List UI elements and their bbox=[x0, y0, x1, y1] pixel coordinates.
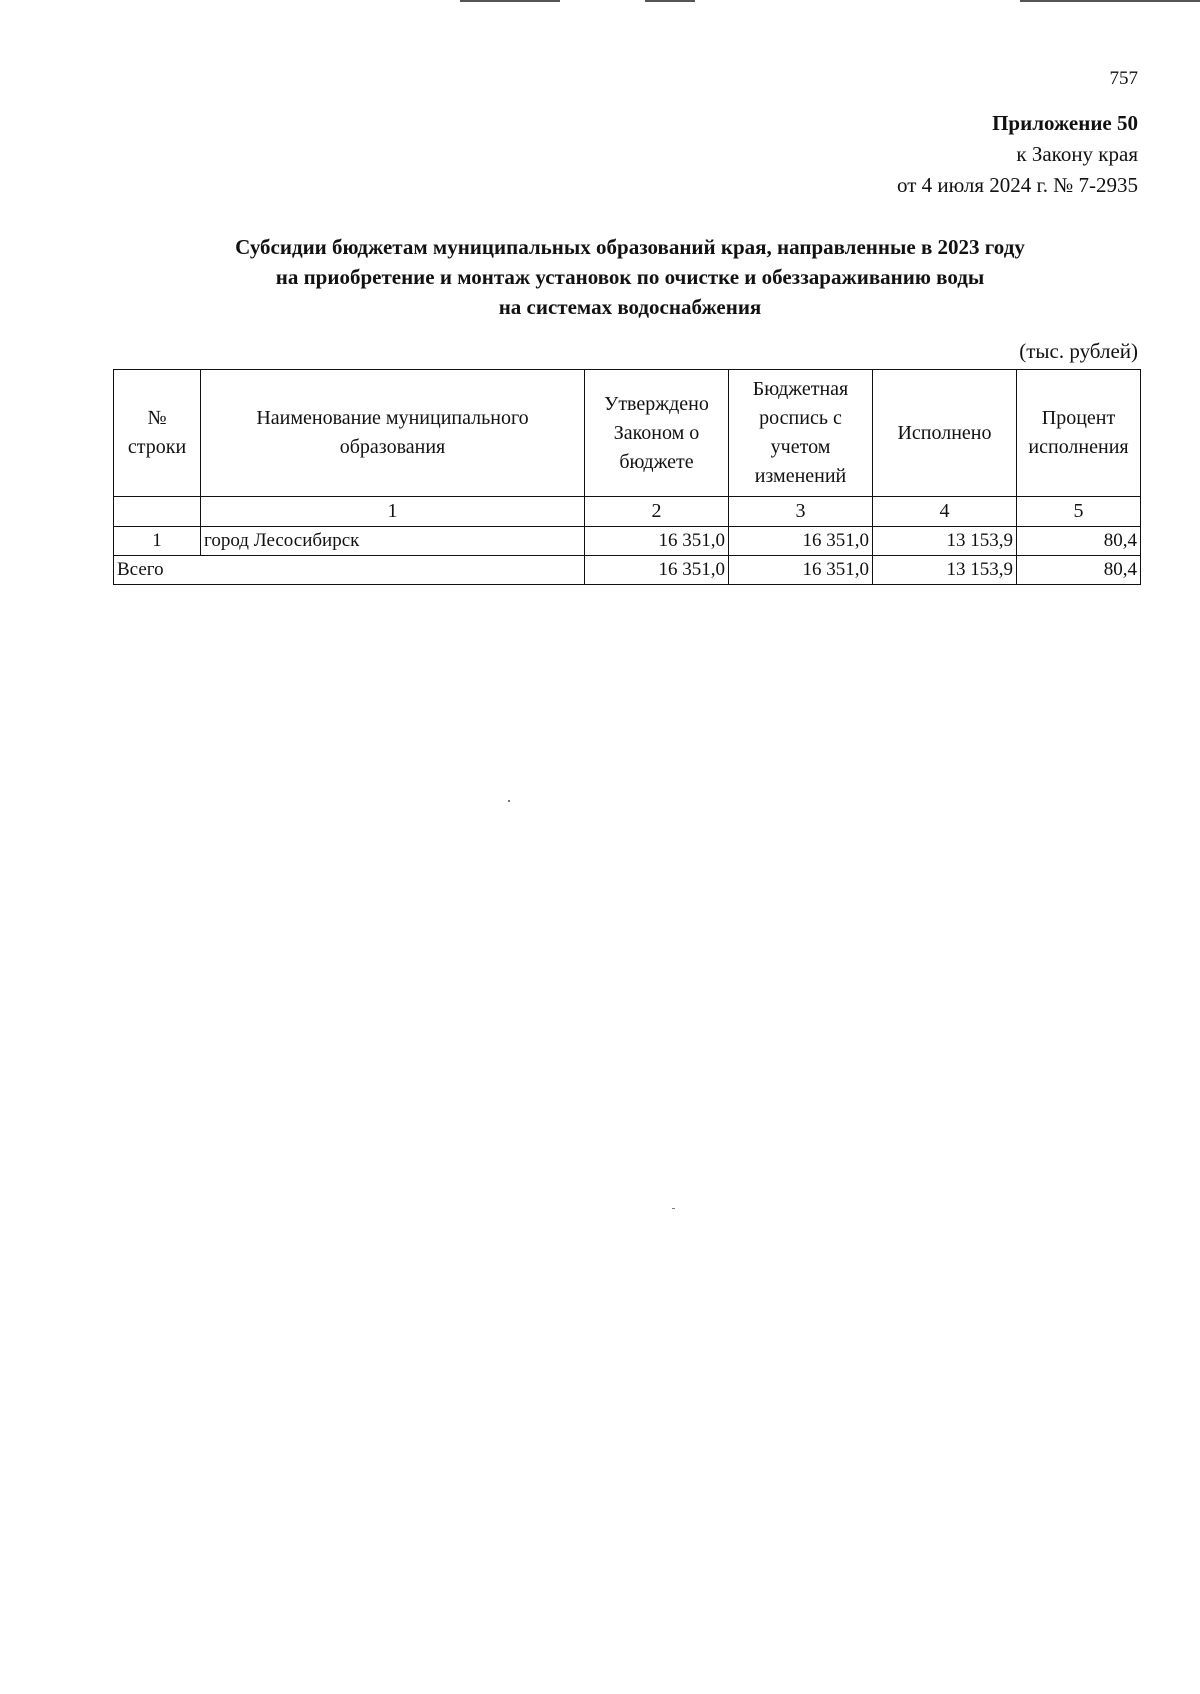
approved-value: 16 351,0 bbox=[585, 527, 729, 556]
header-executed: Исполнено bbox=[873, 370, 1017, 497]
header-municipality-name: Наименование муниципального образования bbox=[201, 370, 585, 497]
total-row bbox=[114, 556, 1141, 585]
column-number-empty bbox=[114, 497, 201, 527]
appendix-law-reference: к Закону края bbox=[1016, 142, 1138, 166]
execution-percent-value: 80,4 bbox=[1017, 527, 1141, 556]
total-execution-percent: 80,4 bbox=[1017, 556, 1141, 585]
column-number: 4 bbox=[873, 497, 1017, 527]
total-approved: 16 351,0 bbox=[585, 556, 729, 585]
column-numbering-row bbox=[114, 497, 1141, 527]
budget-schedule-value: 16 351,0 bbox=[729, 527, 873, 556]
header-budget-schedule: Бюджетная роспись с учетом изменений bbox=[729, 370, 873, 497]
column-number: 5 bbox=[1017, 497, 1141, 527]
document-title-line: Субсидии бюджетам муниципальных образований края, направленные в 2023 году bbox=[235, 235, 1025, 259]
appendix-title: Приложение 50 bbox=[992, 111, 1138, 135]
table-header-row bbox=[114, 370, 1141, 497]
column-number: 3 bbox=[729, 497, 873, 527]
executed-value: 13 153,9 bbox=[873, 527, 1017, 556]
row-number: 1 bbox=[114, 527, 201, 556]
subsidies-table bbox=[113, 369, 1141, 585]
page-number: 757 bbox=[1109, 68, 1138, 89]
scan-artifact bbox=[460, 0, 560, 2]
scan-speck bbox=[508, 800, 510, 802]
column-number: 1 bbox=[201, 497, 585, 527]
header-approved: Утверждено Законом о бюджете bbox=[585, 370, 729, 497]
scan-artifact bbox=[1020, 0, 1200, 2]
table-row bbox=[114, 527, 1141, 556]
scan-artifact bbox=[645, 0, 695, 2]
municipality-name: город Лесосибирск bbox=[201, 527, 585, 556]
total-executed: 13 153,9 bbox=[873, 556, 1017, 585]
total-budget-schedule: 16 351,0 bbox=[729, 556, 873, 585]
scan-speck bbox=[672, 1208, 675, 1209]
header-row-number: № строки bbox=[114, 370, 201, 497]
header-execution-percent: Процент исполнения bbox=[1017, 370, 1141, 497]
column-number: 2 bbox=[585, 497, 729, 527]
total-label: Всего bbox=[114, 556, 585, 585]
document-title-line: на системах водоснабжения bbox=[498, 295, 762, 319]
document-title bbox=[100, 232, 1160, 322]
appendix-law-date: от 4 июля 2024 г. № 7-2935 bbox=[897, 173, 1138, 197]
units-label: (тыс. рублей) bbox=[1019, 339, 1138, 363]
appendix-block bbox=[897, 108, 1138, 201]
document-title-line: на приобретение и монтаж установок по очистке и обеззараживанию воды bbox=[275, 265, 985, 289]
